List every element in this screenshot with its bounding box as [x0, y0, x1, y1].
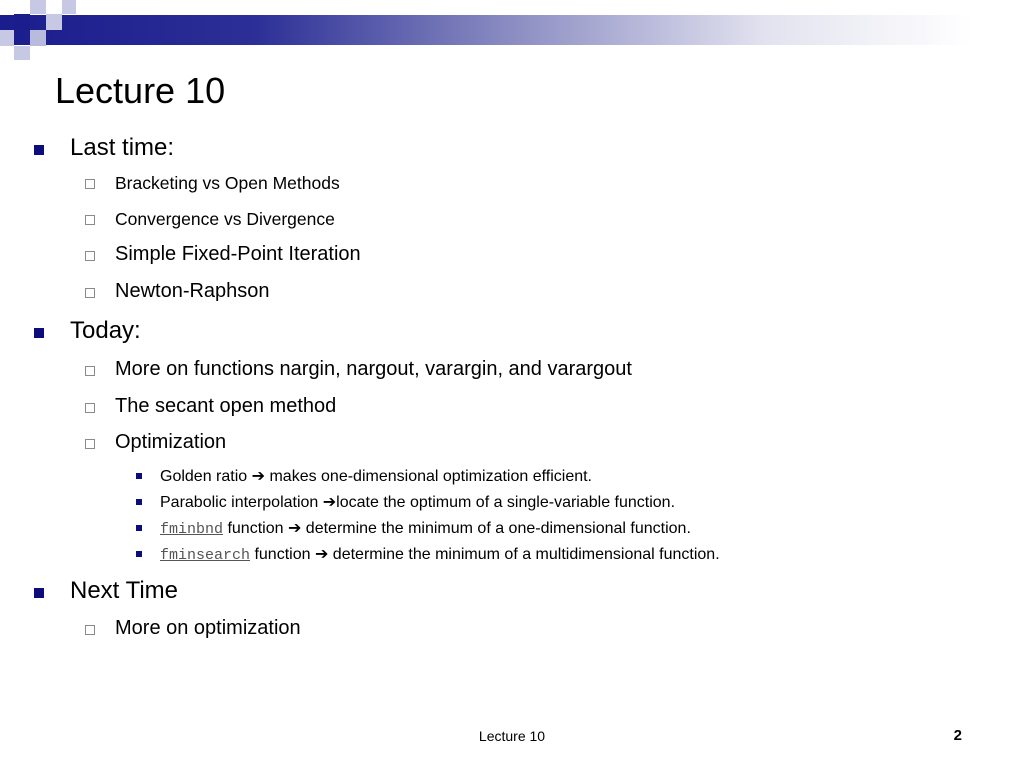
hollow-bullet-icon — [85, 403, 95, 413]
hollow-bullet-icon — [85, 625, 95, 635]
sub-item-text: function ➔ determine the minimum of a multidimensional function. — [250, 546, 720, 563]
list-item: Simple Fixed-Point Iteration — [115, 243, 361, 265]
header-gradient-bar — [0, 15, 1024, 45]
sub-item-text: Golden ratio ➔ makes one-dimensional optimization efficient. — [160, 468, 592, 485]
list-item: Optimization — [115, 431, 227, 453]
list-item: Bracketing vs Open Methods — [115, 173, 340, 193]
list-item: The secant open method — [115, 395, 337, 417]
slide-title: Lecture 10 — [55, 70, 226, 111]
bullet-icon — [34, 588, 44, 598]
hollow-bullet-icon — [85, 439, 95, 449]
bullet-icon — [34, 328, 44, 338]
bullet-icon — [34, 145, 44, 155]
list-item: Convergence vs Divergence — [115, 209, 335, 229]
small-bullet-icon — [136, 525, 142, 531]
sub-list-item — [160, 492, 675, 512]
section-heading-today: Today: — [70, 317, 141, 344]
section-heading-next-time: Next Time — [70, 577, 179, 604]
hollow-bullet-icon — [85, 251, 95, 261]
small-bullet-icon — [136, 473, 142, 479]
page-number: 2 — [953, 727, 962, 744]
list-item: More on functions nargin, nargout, varargin, and varargout — [115, 358, 632, 380]
hollow-bullet-icon — [85, 215, 95, 225]
footer-title: Lecture 10 — [478, 728, 546, 744]
sub-list-item — [160, 466, 592, 486]
hollow-bullet-icon — [85, 179, 95, 189]
hollow-bullet-icon — [85, 288, 95, 298]
section-heading-last-time: Last time: — [70, 134, 175, 161]
list-item: More on optimization — [115, 617, 301, 639]
sub-list-item — [160, 544, 720, 564]
list-item: Newton-Raphson — [115, 280, 270, 302]
sub-item-text: function ➔ determine the minimum of a one-dimensional function. — [223, 520, 691, 537]
small-bullet-icon — [136, 499, 142, 505]
code-link-fminsearch[interactable]: fminsearch — [160, 547, 251, 564]
hollow-bullet-icon — [85, 366, 95, 376]
sub-list-item — [160, 518, 691, 538]
sub-item-text: Parabolic interpolation ➔locate the optimum of a single-variable function. — [160, 494, 676, 511]
small-bullet-icon — [136, 551, 142, 557]
code-link-fminbnd[interactable]: fminbnd — [160, 521, 224, 538]
